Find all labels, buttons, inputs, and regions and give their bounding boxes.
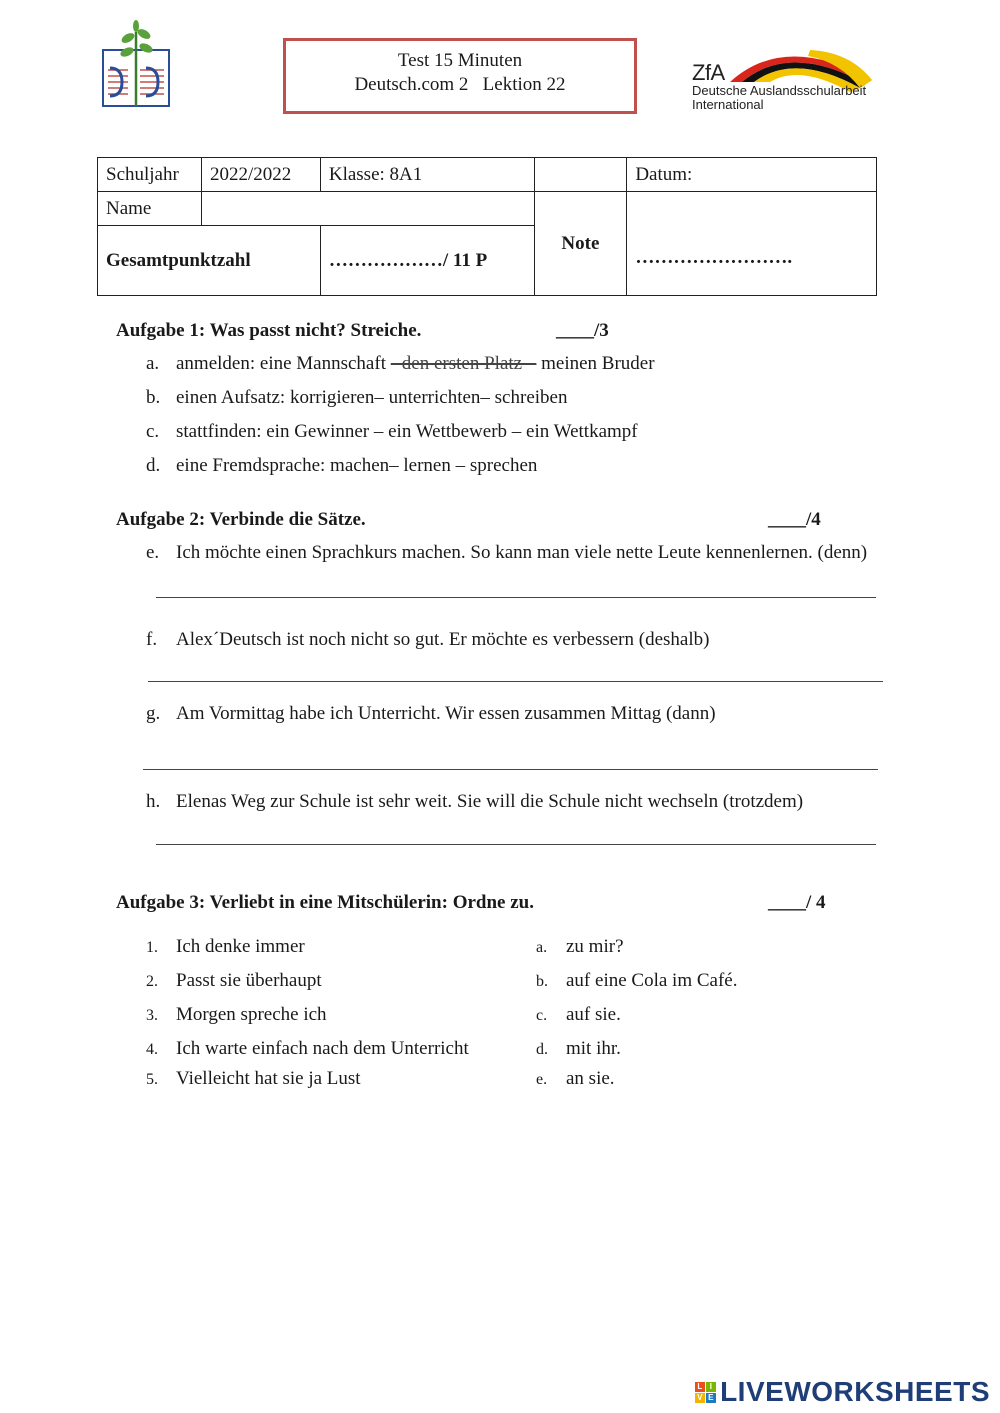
item-text: Am Vormittag habe ich Unterricht. Wir essen zusammen Mittag (dann) [176, 703, 716, 724]
item-text[interactable]: auf eine Cola im Café. [566, 970, 738, 991]
name-label: Name [98, 192, 202, 226]
answer-line-g[interactable] [143, 769, 878, 770]
note-label: Note [534, 192, 627, 296]
liveworksheets-logo[interactable] [695, 1376, 990, 1408]
item-label: 5. [146, 1071, 158, 1088]
empty-cell [534, 158, 627, 192]
item-text[interactable]: einen Aufsatz: korrigieren– unterrichten– schreiben [176, 387, 568, 408]
match-right-c [536, 1004, 621, 1026]
match-right-a [536, 936, 624, 958]
item-label: c. [536, 1007, 548, 1024]
klasse-cell: Klasse: 8A1 [320, 158, 534, 192]
task2-item-h [146, 791, 803, 813]
match-right-b [536, 970, 737, 992]
name-field[interactable] [201, 192, 534, 226]
item-text[interactable]: Ich denke immer [176, 936, 305, 957]
item-label: a. [146, 353, 160, 374]
zfa-line1: Deutsche Auslandsschularbeit [692, 83, 867, 98]
item-label: e. [146, 542, 160, 563]
task1-item-c [146, 421, 638, 443]
item-label: 3. [146, 1007, 158, 1024]
match-right-e [536, 1068, 615, 1090]
item-label: a. [536, 939, 548, 956]
item-text[interactable]: eine Fremdsprache: machen– lernen – sprechen [176, 455, 538, 476]
item-text[interactable]: Passt sie überhaupt [176, 970, 322, 991]
item-text[interactable]: zu mir? [566, 936, 624, 957]
item-text[interactable]: an sie. [566, 1068, 615, 1089]
item-text: Alex´Deutsch ist noch nicht so gut. Er möchte es verbessern (deshalb) [176, 629, 710, 650]
item-text[interactable]: mit ihr. [566, 1038, 621, 1059]
task3-score: ____/ 4 [768, 892, 826, 913]
item-label: f. [146, 629, 158, 650]
gesamt-value[interactable]: ………………/ 11 P [320, 226, 534, 296]
test-title: Test 15 Minuten [397, 50, 523, 71]
task2-title: Aufgabe 2: Verbinde die Sätze. [116, 509, 366, 530]
item-text: Elenas Weg zur Schule ist sehr weit. Sie will die Schule nicht wechseln (trotzdem) [176, 791, 804, 812]
school-logo [100, 20, 172, 110]
liveworksheets-brand: LIVEWORKSHEETS [720, 1376, 990, 1407]
item-text-post: meinen Bruder [536, 353, 655, 374]
info-table [97, 157, 877, 296]
task2-item-g [146, 703, 716, 725]
note-value[interactable]: ……………………. [627, 192, 877, 296]
answer-line-f[interactable] [148, 681, 883, 682]
task2-item-e [146, 542, 867, 564]
test-subtitle: Deutsch.com 2 Lektion 22 [354, 74, 566, 95]
item-label: h. [146, 791, 161, 812]
item-text: Ich möchte einen Sprachkurs machen. So kann man viele nette Leute kennenlernen. (denn) [176, 542, 868, 563]
answer-line-h[interactable] [156, 844, 876, 845]
match-left-4 [146, 1038, 469, 1060]
task2-score: ____/4 [768, 509, 821, 530]
schuljahr-value: 2022/2022 [201, 158, 320, 192]
struck-text[interactable]: - den ersten Platz – [390, 353, 537, 374]
item-label: d. [146, 455, 161, 476]
task1-score: ____/3 [556, 320, 609, 341]
liveworksheets-grid-icon: L I V E [695, 1382, 716, 1403]
gesamt-label: Gesamtpunktzahl [98, 226, 321, 296]
task2-item-f [146, 629, 709, 651]
item-label: b. [536, 973, 548, 990]
answer-line-e[interactable] [156, 597, 876, 598]
item-label: c. [146, 421, 160, 442]
datum-label: Datum: [627, 158, 877, 192]
item-label: e. [536, 1071, 548, 1088]
zfa-abbr: ZfA [692, 60, 725, 85]
task1-title: Aufgabe 1: Was passt nicht? Streiche. [116, 320, 422, 341]
match-left-2 [146, 970, 322, 992]
item-label: d. [536, 1041, 548, 1058]
item-label: 1. [146, 939, 158, 956]
match-left-5 [146, 1068, 361, 1090]
item-text[interactable]: Ich warte einfach nach dem Unterricht [176, 1038, 469, 1059]
zfa-line2: International [692, 97, 764, 112]
item-text[interactable]: Morgen spreche ich [176, 1004, 327, 1025]
schuljahr-label: Schuljahr [98, 158, 202, 192]
match-left-3 [146, 1004, 327, 1026]
zfa-text [692, 62, 866, 112]
task3-title: Aufgabe 3: Verliebt in eine Mitschülerin: Ordne zu. [116, 892, 534, 913]
item-text-pre: anmelden: eine Mannschaft [176, 353, 391, 374]
task1-item-a [146, 353, 655, 375]
match-left-1 [146, 936, 305, 958]
match-right-d [536, 1038, 621, 1060]
item-text[interactable]: auf sie. [566, 1004, 621, 1025]
item-label: b. [146, 387, 161, 408]
item-text[interactable]: Vielleicht hat sie ja Lust [176, 1068, 361, 1089]
item-text[interactable]: stattfinden: ein Gewinner – ein Wettbewerb – ein Wettkampf [176, 421, 638, 442]
task1-item-d [146, 455, 537, 477]
item-label: g. [146, 703, 161, 724]
task1-item-b [146, 387, 567, 409]
item-label: 4. [146, 1041, 158, 1058]
title-box [283, 38, 637, 114]
item-label: 2. [146, 973, 158, 990]
